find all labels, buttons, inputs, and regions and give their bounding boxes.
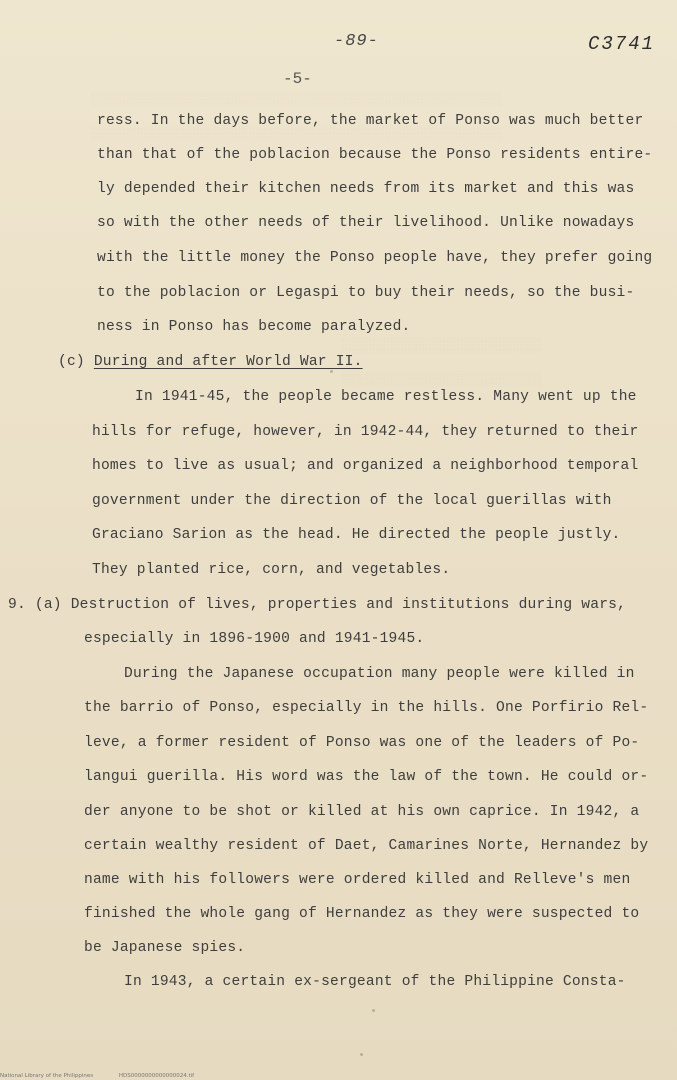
text-line: certain wealthy resident of Daet, Camarines Norte, Hernandez by [84, 838, 649, 854]
section-heading-label: (c) [58, 354, 85, 370]
text-line: ly depended their kitchen needs from its market and this was [97, 181, 635, 197]
text-line: hills for refuge, however, in 1942-44, they returned to their [92, 424, 639, 440]
text-line: ness in Ponso has become paralyzed. [97, 319, 411, 335]
show-through-texture: ░░░░░░░░░░░░░░░░░░░░░░░░ [340, 372, 542, 388]
page-number: -89- [334, 32, 379, 51]
show-through-texture: ░░░░░░░░░░░░░░░░░░░░░░░░░░░░░░░░░░░░░░░░░░░░░░░░░ [90, 92, 502, 108]
text-line: langui guerilla. His word was the law of the town. He could or- [84, 769, 649, 785]
text-line: homes to live as usual; and organized a neighborhood temporal [92, 458, 639, 474]
show-through-texture: ░░░░░░░░░░░░░░░░░░░░░░░░ [340, 338, 542, 354]
paper-speck [372, 1009, 375, 1012]
section-heading [58, 354, 363, 370]
text-line: so with the other needs of their livelihood. Unlike nowadays [97, 215, 635, 231]
text-line: to the poblacion or Legaspi to buy their needs, so the busi- [97, 285, 635, 301]
text-line: leve, a former resident of Ponso was one of the leaders of Po- [84, 735, 640, 751]
text-line: ress. In the days before, the market of Ponso was much better [97, 113, 644, 129]
section-heading-text: During and after World War II. [93, 354, 363, 370]
text-line: Graciano Sarion as the head. He directed the people justly. [92, 527, 621, 543]
text-line: In 1943, a certain ex-sergeant of the Philippine Consta- [124, 974, 626, 990]
footer-file: HDS0000000000000024.tif [118, 1073, 195, 1079]
text-line: government under the direction of the local guerillas with [92, 493, 612, 509]
text-line: than that of the poblacion because the Ponso residents entire- [97, 147, 653, 163]
text-line: finished the whole gang of Hernandez as they were suspected to [84, 906, 640, 922]
text-line: They planted rice, corn, and vegetables. [92, 562, 451, 578]
footer-bar [0, 1073, 194, 1079]
text-line: During the Japanese occupation many people were killed in [124, 666, 635, 682]
text-line: der anyone to be shot or killed at his own caprice. In 1942, a [84, 804, 640, 820]
show-through-texture: ░░░░░░░░░░░░░░░░░░░░░░░░░░░░░░░░░░░░░░░░░░░░░░░░░ [90, 126, 502, 142]
text-line: especially in 1896-1900 and 1941-1945. [84, 631, 425, 647]
reference-number: C3741 [588, 33, 656, 55]
text-line: name with his followers were ordered killed and Relleve's men [84, 872, 631, 888]
text-line: be Japanese spies. [84, 940, 246, 956]
text-line: the barrio of Ponso, especially in the hills. One Porfirio Rel- [84, 700, 649, 716]
footer-source: National Library of the Philippines [0, 1073, 94, 1079]
text-line: with the little money the Ponso people have, they prefer going [97, 250, 653, 266]
numbered-item-heading: 9. (a) Destruction of lives, properties and institutions during wars, [8, 597, 627, 613]
sub-page-number: -5- [283, 70, 312, 88]
text-line: In 1941-45, the people became restless. Many went up the [135, 389, 637, 405]
paper-speck [330, 370, 333, 373]
paper-speck [360, 1053, 363, 1056]
